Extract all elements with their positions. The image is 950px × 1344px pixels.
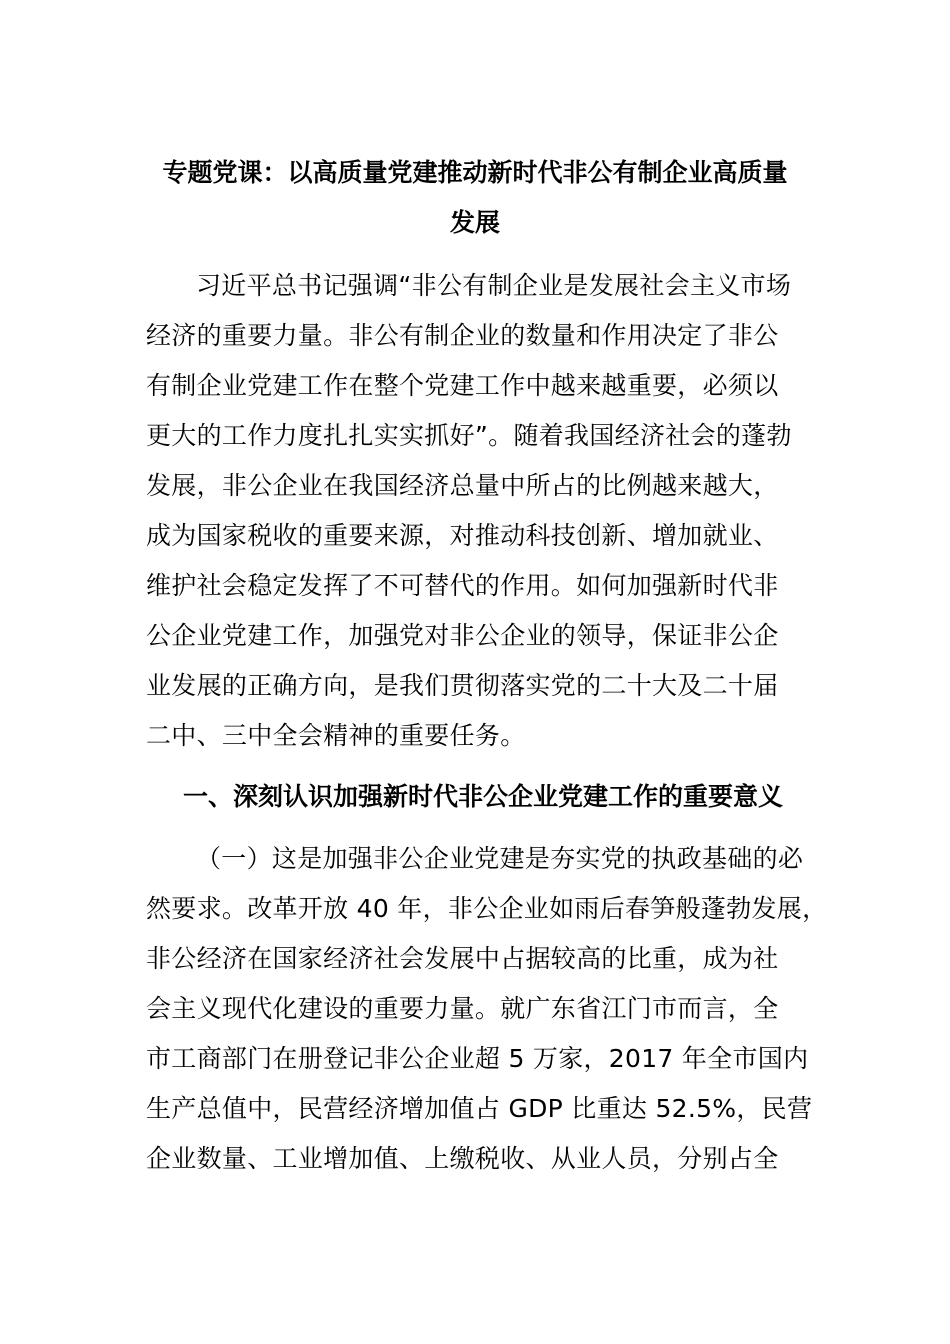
document-title-line-1: 专题党课：以高质量党建推动新时代非公有制企业高质量 <box>162 158 788 187</box>
intro-paragraph-line: 经济的重要力量。非公有制企业的数量和作用决定了非公 <box>146 321 779 350</box>
body-paragraph-line: 然要求。改革开放 40 年，非公企业如雨后春笋般蓬勃发展， <box>146 894 828 923</box>
body-paragraph-line: 企业数量、工业增加值、上缴税收、从业人员，分别占全 <box>146 1144 779 1173</box>
section-heading: 一、深刻认识加强新时代非公企业党建工作的重要意义 <box>183 782 784 811</box>
body-paragraph-line: 会主义现代化建设的重要力量。就广东省江门市而言，全 <box>146 994 779 1023</box>
intro-paragraph-line: 公企业党建工作，加强党对非公企业的领导，保证非公企 <box>146 621 779 650</box>
intro-paragraph-line: 二中、三中全会精神的重要任务。 <box>146 721 526 750</box>
intro-paragraph-line: 更大的工作力度扎扎实实抓好”。随着我国经济社会的蓬勃 <box>146 421 792 450</box>
intro-paragraph-line: 维护社会稳定发挥了不可替代的作用。如何加强新时代非 <box>146 571 779 600</box>
document-title-line-2: 发展 <box>449 208 500 237</box>
body-paragraph-line: 生产总值中，民营经济增加值占 GDP 比重达 52.5%，民营 <box>146 1094 813 1123</box>
intro-paragraph-line: 业发展的正确方向，是我们贯彻落实党的二十大及二十届 <box>146 671 779 700</box>
intro-paragraph-line: 发展，非公企业在我国经济总量中所占的比例越来越大， <box>146 471 779 500</box>
body-paragraph-line: （一）这是加强非公企业党建是夯实党的执政基础的必 <box>196 844 804 873</box>
intro-paragraph-line: 有制企业党建工作在整个党建工作中越来越重要，必须以 <box>146 371 779 400</box>
body-paragraph-line: 市工商部门在册登记非公企业超 5 万家，2017 年全市国内 <box>146 1044 809 1073</box>
intro-paragraph-line: 习近平总书记强调“非公有制企业是发展社会主义市场 <box>196 271 792 300</box>
intro-paragraph-line: 成为国家税收的重要来源，对推动科技创新、增加就业、 <box>146 521 779 550</box>
body-paragraph-line: 非公经济在国家经济社会发展中占据较高的比重，成为社 <box>146 944 779 973</box>
